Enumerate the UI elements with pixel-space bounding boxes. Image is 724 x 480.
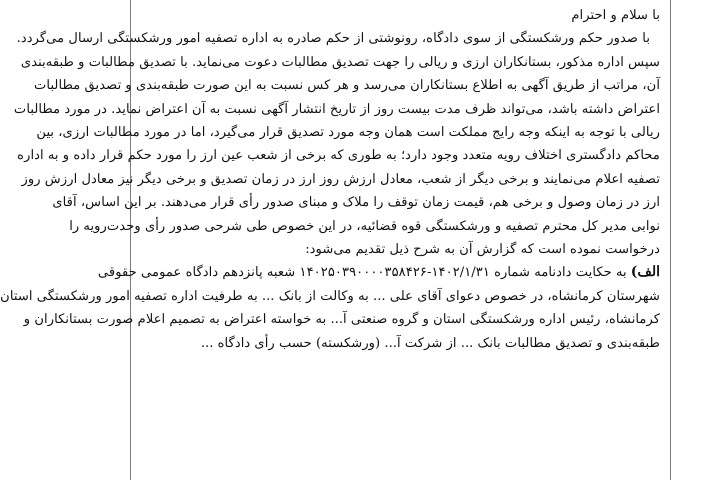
paragraph-line: اعتراض داشته باشد، می‌تواند ظرف مدت بیست روز از تاریخ انتشار آگهی نسبت به آن اعتراض نماید. در مورد مطالبات	[13, 101, 660, 117]
paragraph-line: سپس اداره مذکور، بستانکاران ارزی و ریالی را جهت تصدیق مطالبات دعوت می‌نماید. با تصدیق مطالبات و طبقه‌بندی	[20, 54, 660, 70]
section-a-line: کرمانشاه، رئیس اداره ورشکستگی استان و گروه صنعتی آ... به خواسته اعتراض به تصمیم اعلام صورت بستانکاران و	[23, 312, 660, 328]
paragraph-line: نوابی مدیر کل محترم تصفیه و ورشکستگی قوه قضائیه، در این خصوص طی شرحی صدور رأی وحدت‌رویه را	[69, 218, 660, 234]
section-a-marker: الف)	[630, 264, 660, 281]
section-a-line-text: به حکایت دادنامه شماره ۱۴۰۲/۱/۳۱-۱۴۰۲۵۰۳۹۰۰۰۰۳۵۸۴۲۶ شعبه پانزدهم دادگاه عمومی حقوقی	[97, 265, 627, 281]
section-a-line: شهرستان کرمانشاه، در خصوص دعوای آقای علی ... به وکالت از بانک ... به طرفیت اداره تصفیه امور ورشکستگی استان	[0, 288, 660, 304]
paragraph-line: درخواست نموده است که گزارش آن به شرح ذیل تقدیم می‌شود:	[305, 242, 660, 258]
section-a-line: طبقه‌بندی و تصدیق مطالبات بانک ... از شرکت آ... (ورشکسته) حسب رأی دادگاه ...	[200, 335, 660, 351]
paragraph-line: ریالی با توجه به اینکه وجه رایج مملکت است همان وجه مورد تصدیق قرار می‌گیرد، اما در مورد مطالبات ارزی، بین	[36, 125, 660, 141]
document-body	[0, 4, 660, 355]
right-page-border	[670, 0, 671, 480]
greeting-line: با سلام و احترام	[571, 8, 660, 23]
section-a-first-line	[97, 261, 660, 284]
paragraph-line: آن، مراتب از طریق آگهی به اطلاع بستانکاران می‌رسد و هر کس نسبت به این صورت طبقه‌بندی و تصدیق مطالبات	[34, 78, 660, 94]
paragraph-line: محاکم دادگستری اختلاف رویه متعدد وجود دارد؛ به طوری که برخی از شعب عین ارز را مورد حکم قرار داده و به اداره	[17, 148, 660, 164]
paragraph-line: ارز در زمان وصول و برخی هم، قیمت زمان توقف را ملاک و مبنای صدور رأی قرار می‌دهند. بر این اساس، آقای	[52, 195, 660, 211]
paragraph-line: با صدور حکم ورشکستگی از سوی دادگاه، رونوشتی از حکم صادره به اداره تصفیه امور ورشکستگی ارسال می‌گردد.	[16, 31, 650, 47]
paragraph-line: تصفیه اعلام می‌نمایند و برخی دیگر از شعب، معادل ارزش روز ارز در زمان تصدیق و برخی دیگر نیز معادل ارزش روز	[21, 171, 660, 187]
